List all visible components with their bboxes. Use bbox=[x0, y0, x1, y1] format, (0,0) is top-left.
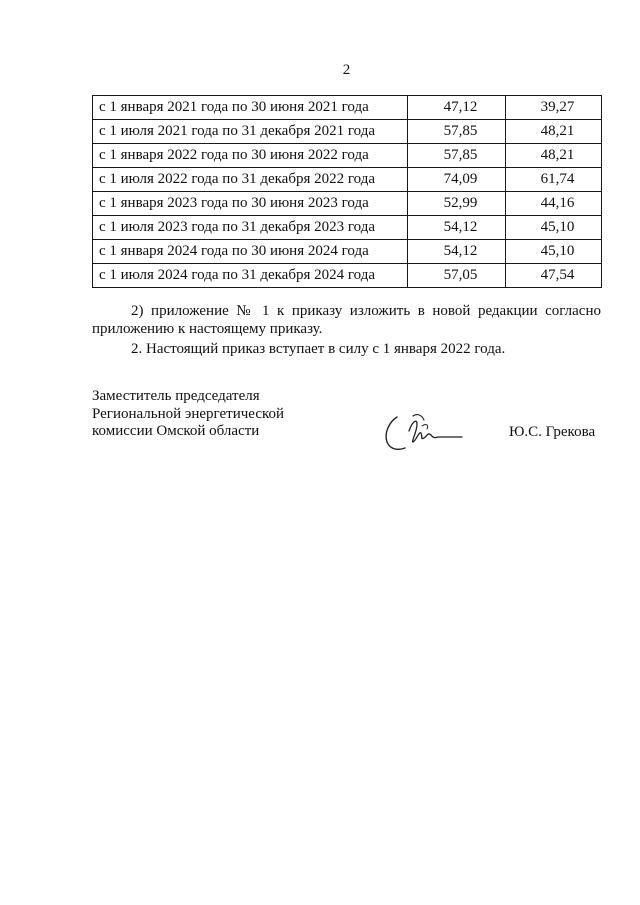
value2-cell: 45,10 bbox=[506, 216, 602, 240]
value2-cell: 48,21 bbox=[506, 120, 602, 144]
position-line: Региональной энергетической bbox=[92, 405, 285, 422]
value1-cell: 47,12 bbox=[408, 96, 506, 120]
handwritten-signature bbox=[382, 411, 464, 453]
table-row bbox=[93, 216, 602, 240]
value2-cell: 47,54 bbox=[506, 264, 602, 288]
value1-cell: 57,85 bbox=[408, 120, 506, 144]
table-row bbox=[93, 264, 602, 288]
table-row bbox=[93, 144, 602, 168]
value2-cell: 44,16 bbox=[506, 192, 602, 216]
table-row bbox=[93, 240, 602, 264]
table-row bbox=[93, 96, 602, 120]
period-cell: с 1 января 2023 года по 30 июня 2023 года bbox=[93, 192, 408, 216]
table-row bbox=[93, 120, 602, 144]
value1-cell: 74,09 bbox=[408, 168, 506, 192]
value2-cell: 48,21 bbox=[506, 144, 602, 168]
signer-name: Ю.С. Грекова bbox=[509, 424, 596, 440]
signatory-position bbox=[92, 388, 352, 441]
value1-cell: 54,12 bbox=[408, 240, 506, 264]
value1-cell: 54,12 bbox=[408, 216, 506, 240]
value1-cell: 57,05 bbox=[408, 264, 506, 288]
page-number: 2 bbox=[342, 62, 351, 78]
value2-cell: 39,27 bbox=[506, 96, 602, 120]
rates-table bbox=[92, 95, 602, 288]
value1-cell: 52,99 bbox=[408, 192, 506, 216]
value1-cell: 57,85 bbox=[408, 144, 506, 168]
value2-cell: 45,10 bbox=[506, 240, 602, 264]
period-cell: с 1 июля 2021 года по 31 декабря 2021 года bbox=[93, 120, 408, 144]
position-line: комиссии Омской области bbox=[92, 423, 260, 439]
period-cell: с 1 января 2024 года по 30 июня 2024 года bbox=[93, 240, 408, 264]
period-cell: с 1 июля 2024 года по 31 декабря 2024 года bbox=[93, 264, 408, 288]
period-cell: с 1 января 2021 года по 30 июня 2021 года bbox=[93, 96, 408, 120]
period-cell: с 1 января 2022 года по 30 июня 2022 года bbox=[93, 144, 408, 168]
table-row bbox=[93, 192, 602, 216]
period-cell: с 1 июля 2022 года по 31 декабря 2022 года bbox=[93, 168, 408, 192]
amendment-paragraph: 2) приложение № 1 к приказу изложить в новой редакции согласно приложению к настоящему приказу. bbox=[92, 303, 601, 337]
effective-date-paragraph: 2. Настоящий приказ вступает в силу с 1 января 2022 года. bbox=[131, 341, 506, 357]
table-row bbox=[93, 168, 602, 192]
period-cell: с 1 июля 2023 года по 31 декабря 2023 года bbox=[93, 216, 408, 240]
position-line: Заместитель председателя bbox=[92, 388, 260, 404]
value2-cell: 61,74 bbox=[506, 168, 602, 192]
